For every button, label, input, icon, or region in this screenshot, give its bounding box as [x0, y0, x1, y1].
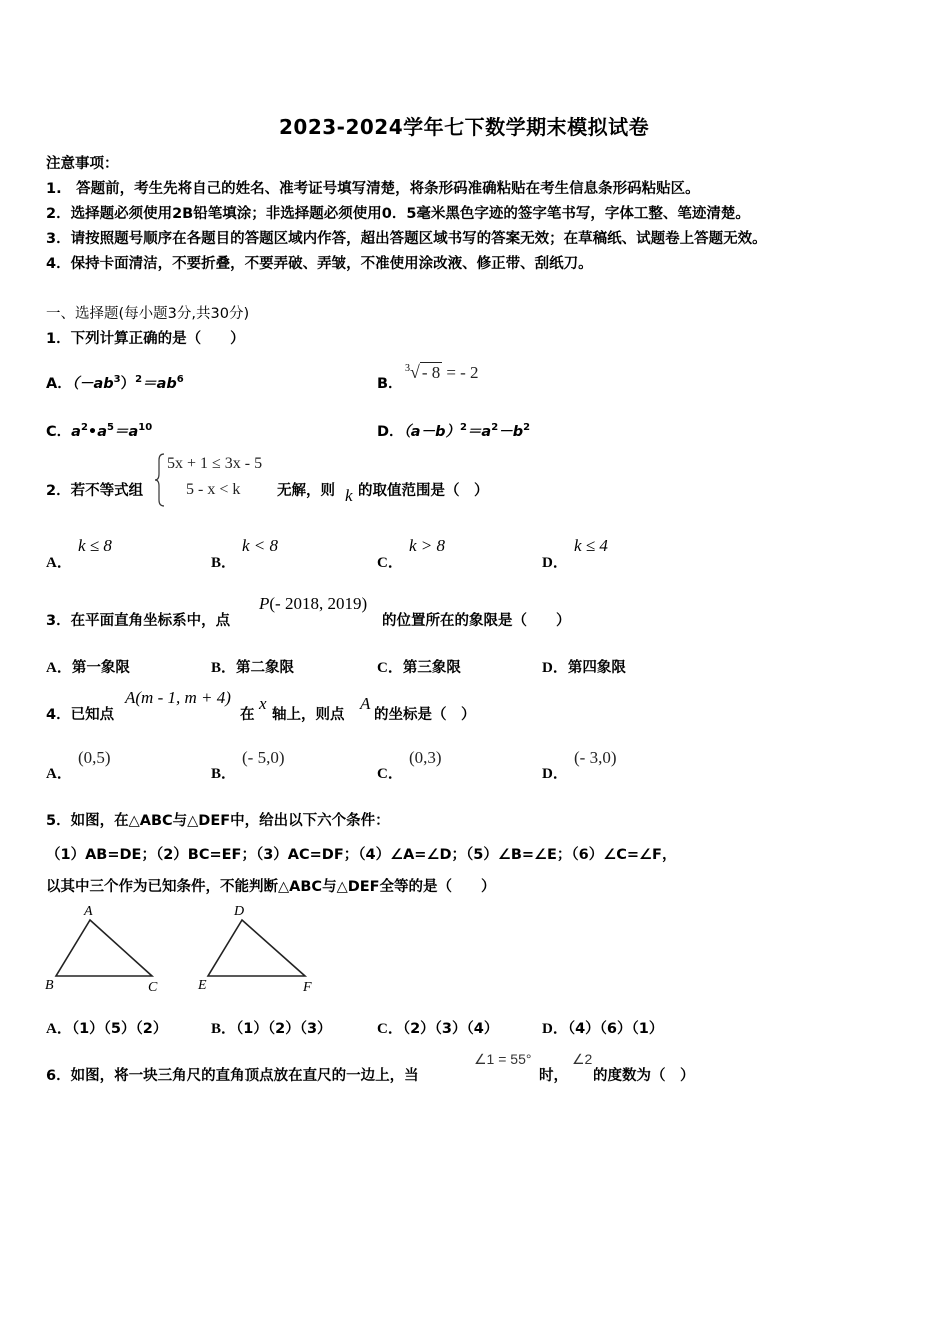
q4-c-label: C．: [377, 766, 403, 782]
q6-num: 6．如图，将一块三角尺的直角顶点放在直尺的一边上，当: [46, 1068, 419, 1084]
q1-option-d: D．$(a-b)^2=a^2-b^2$: [377, 422, 531, 440]
q6-mid: 时，: [539, 1068, 568, 1084]
q2-var: k: [345, 486, 353, 505]
note-item-2: 2．选择题必须使用2B铅笔填涂；非选择题必须使用0．5毫米黑色字迹的签字笔书写，字体工整、笔迹清楚。: [46, 206, 750, 222]
q4-c-math: (0,3): [409, 748, 442, 767]
q4-num: 4．已知点: [46, 707, 115, 723]
triangle-abc: [45, 904, 158, 995]
q6-angle1: ∠1 = 55°: [474, 1051, 532, 1067]
vertex-label-f: F: [303, 980, 312, 995]
q2-inequality-1: 5x + 1 ≤ 3x - 5: [167, 455, 263, 472]
q2-mid: 无解，则: [277, 483, 335, 499]
q2-c-label: C．: [377, 555, 403, 571]
q2-a-label: A．: [46, 555, 72, 571]
q1-stem: 1．下列计算正确的是（ ）: [46, 331, 245, 347]
note-item-4: 4．保持卡面清洁，不要折叠，不要弄破、弄皱，不准使用涂改液、修正带、刮纸刀。: [46, 256, 593, 272]
q4-point: A(m - 1, m + 4): [125, 688, 231, 707]
q2-num: 2．若不等式组: [46, 483, 144, 499]
q1-option-a: A．$(-ab^3)^2=ab^6$: [46, 374, 184, 392]
q5-option-a: A．（1）（5）（2）: [46, 1021, 168, 1037]
q5-option-c: C．（2）（3）（4）: [377, 1021, 499, 1037]
q2-b-math: k < 8: [242, 536, 279, 555]
vertex-label-b: B: [45, 978, 54, 993]
q5-option-d: D．（4）（6）（1）: [542, 1021, 664, 1037]
notes-heading: 注意事项：: [46, 156, 119, 172]
section-heading: 一、选择题(每小题3分,共30分): [46, 306, 250, 322]
q3-tail: 的位置所在的象限是（ ）: [382, 613, 571, 629]
q4-axis: x: [259, 694, 267, 713]
note-item-1: 1. 答题前，考生先将自己的姓名、准考证号填写清楚，将条形码准确粘贴在考生信息条形码粘贴区。: [46, 181, 700, 197]
cube-root-index: 3: [405, 363, 410, 374]
q3-option-a: A．第一象限: [46, 660, 130, 676]
q4-b-math: (- 5,0): [242, 748, 285, 767]
q6-tail: 的度数为（ ）: [593, 1068, 695, 1084]
note-item-3: 3．请按照题号顺序在各题目的答题区域内作答，超出答题区域书写的答案无效；在草稿纸、试题卷上答题无效。: [46, 231, 767, 247]
q4-a-math: (0,5): [78, 748, 111, 767]
q4-mid1: 在: [240, 707, 255, 723]
triangles-figure: [40, 900, 330, 996]
q3-num: 3．在平面直角坐标系中，点: [46, 613, 231, 629]
q1-a-label: A．: [46, 376, 72, 392]
q4-tail: 的坐标是（ ）: [374, 707, 476, 723]
q3-option-d: D．第四象限: [542, 660, 626, 676]
q5-conditions: （1）AB=DE；（2）BC=EF；（3）AC=DF；（4）∠A=∠D；（5）∠B=∠E；（6）∠C=∠F，: [46, 847, 677, 863]
q5-stem: 5．如图，在△ABC与△DEF中，给出以下六个条件：: [46, 813, 390, 829]
q2-a-math: k ≤ 8: [78, 536, 112, 555]
q4-mid2: 轴上，则点: [272, 707, 345, 723]
left-brace-icon: [154, 452, 166, 508]
q3-option-b: B．第二象限: [211, 660, 295, 676]
q3-point: P(- 2018, 2019): [259, 594, 368, 613]
q4-pt: A: [360, 694, 371, 713]
vertex-label-d: D: [234, 904, 245, 919]
q4-a-label: A．: [46, 766, 72, 782]
q3-option-c: C．第三象限: [377, 660, 461, 676]
vertex-label-e: E: [198, 978, 207, 993]
q2-c-math: k > 8: [409, 536, 446, 555]
q5-option-b: B．（1）（2）（3）: [211, 1021, 332, 1037]
q2-tail: 的取值范围是（ ）: [358, 483, 489, 499]
q6-angle2: ∠2: [572, 1051, 593, 1067]
radical-icon: √: [410, 362, 420, 382]
triangle-def: [197, 904, 312, 995]
q2-b-label: B．: [211, 555, 237, 571]
q1-option-c: C．$a^2•a^5=a^{10}$: [46, 422, 153, 440]
vertex-label-c: C: [148, 980, 158, 995]
page-title: 2023-2024学年七下数学期末模拟试卷: [279, 115, 650, 139]
q4-b-label: B．: [211, 766, 237, 782]
q1-b-label: B．: [377, 376, 403, 392]
q4-d-math: (- 3,0): [574, 748, 617, 767]
q2-d-math: k ≤ 4: [574, 536, 608, 555]
q1-option-b-math: $^3$√ - 8 = - 2: [405, 362, 479, 382]
q2-inequality-2: 5 - x < k: [186, 481, 241, 498]
q2-d-label: D．: [542, 555, 568, 571]
q4-d-label: D．: [542, 766, 568, 782]
vertex-label-a: A: [84, 904, 93, 919]
q5-question: 以其中三个作为已知条件，不能判断△ABC与△DEF全等的是（ ）: [46, 879, 496, 895]
